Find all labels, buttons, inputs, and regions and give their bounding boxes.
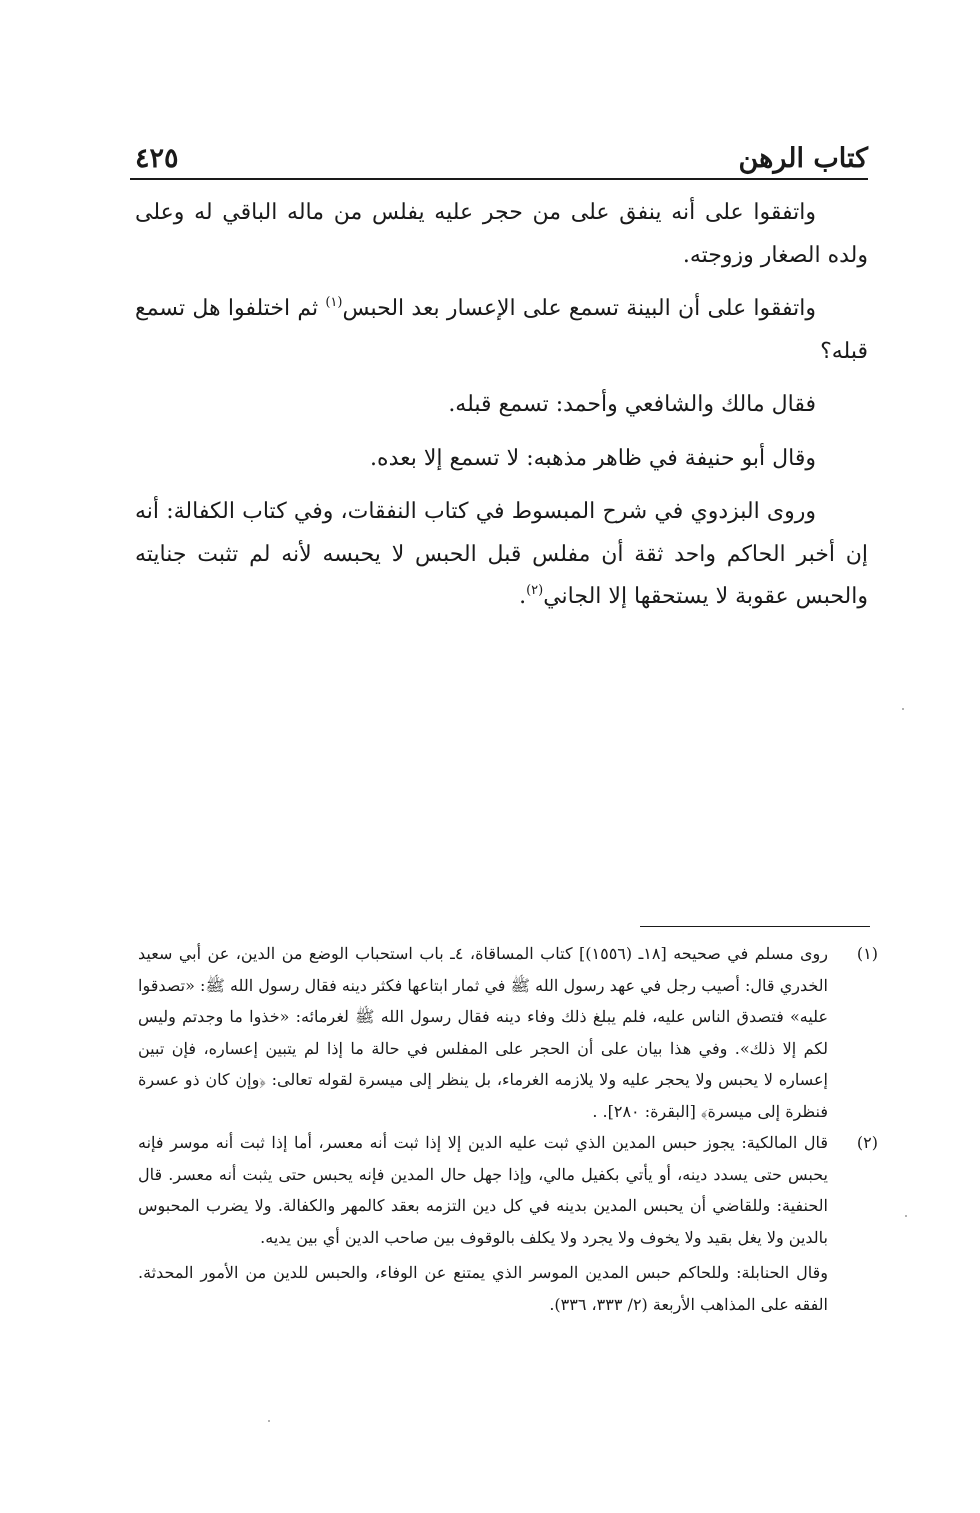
footnote-ref-1[interactable]: (١) xyxy=(325,295,343,310)
paragraph-2-text: واتفقوا على أن البينة تسمع على الإعسار بعد الحبس xyxy=(342,296,817,321)
footnote-2-text: قال المالكية: يجوز حبس المدين الذي ثبت عليه الدين إلا إذا ثبت أنه معسر، أما إذا ثبت أنه موسر فإنه يحبس حتى يسدد دينه، أو يأتي بكفيل مالي، وإذا جهل حال المدين فإنه يحبس حتى يثبت أنه معسر. قال الحنفية: وللقاضي أن يحبس المدين بدينه في كل دين التزمه بعقد كالمهر والكفالة. ولا يضرب المحبوس بالدين ولا يغل بقيد ولا يخوف ولا يجرد ولا يكلف بالوقوف بين صاحب الدين أي بين يديه. xyxy=(138,1133,829,1247)
page-number: ٤٢٥ xyxy=(135,143,179,174)
paragraph-3: فقال مالك والشافعي وأحمد: تسمع قبله. xyxy=(448,392,816,417)
chapter-title: كتاب الرهن xyxy=(738,143,868,174)
paragraph-2 xyxy=(135,288,868,373)
footnote-1-text: روى مسلم في صحيحه [١٨ـ (١٥٥٦)] كتاب المساقاة، ٤ـ باب استحباب الوضع من الدين، عن أبي سعيد الخدري قال: أصيب رجل في عهد رسول الله ﷺ في ثمار ابتاعها فكثر دينه فقال رسول الله ﷺ: «تصدقوا عليه» فتصدق الناس عليه، فلم يبلغ ذلك وفاء دينه فقال رسول الله ﷺ لغرمائه: «خذوا ما وجدتم وليس لكم إلا ذلك». وفي هذا بيان على أن الحجر على المفلس في حالة ما إذا لم يتبين إعساره، فإن تبين إعساره لا يحبس ولا يحجر عليه ولا يلازمه الغرماء، بل ينظر إلى ميسرة لقوله تعالى: ﴿وإن كان ذو عسرة فنظرة إلى ميسرة﴾ [البقرة: ٢٨٠]. . xyxy=(138,944,828,1121)
footnote-2 xyxy=(138,1127,878,1253)
paragraph-4: وقال أبو حنيفة في ظاهر مذهبه: لا تسمع إلا بعده. xyxy=(370,445,816,471)
footnote-ref-2[interactable]: (٢) xyxy=(526,583,544,598)
paragraph-5-text: وروى البزدوي في شرح المبسوط في كتاب النفقات، وفي كتاب الكفالة: أنه إن أخبر الحاكم واحد ثقة أن مفلس قبل الحبس لا يحبسه لأنه لم تثبت جنايته والحبس عقوبة لا يستحقها إلا الجاني xyxy=(135,499,868,609)
footnotes-section xyxy=(138,938,878,1320)
paragraph-1: واتفقوا على أنه ينفق على من حجر عليه يفلس من ماله الباقي له وعلى ولده الصغار وزوجته. xyxy=(135,200,868,268)
scan-speck xyxy=(905,1215,907,1217)
running-header xyxy=(135,142,868,180)
footnote-2-continuation: وقال الحنابلة: وللحاكم حبس المدين الموسر الذي يمتنع عن الوفاء، والحبس للدين من الأمور المحدثة. الفقه على المذاهب الأربعة (٢/ ٣٣٣، ٣٣٦). xyxy=(138,1263,828,1314)
header-rule xyxy=(130,178,868,180)
footnote-2-number: (٢) xyxy=(856,1133,878,1152)
paragraph-5 xyxy=(135,491,868,619)
paragraph-2-text-end: ثم اختلفوا هل تسمع قبله؟ xyxy=(135,296,868,364)
main-text xyxy=(135,192,868,630)
scan-speck xyxy=(902,708,904,710)
footnote-1 xyxy=(138,938,878,1127)
footnote-1-number: (١) xyxy=(856,944,878,963)
scan-speck xyxy=(268,1420,270,1422)
footnote-separator xyxy=(640,926,870,927)
paragraph-5-text-end: . xyxy=(519,584,527,609)
